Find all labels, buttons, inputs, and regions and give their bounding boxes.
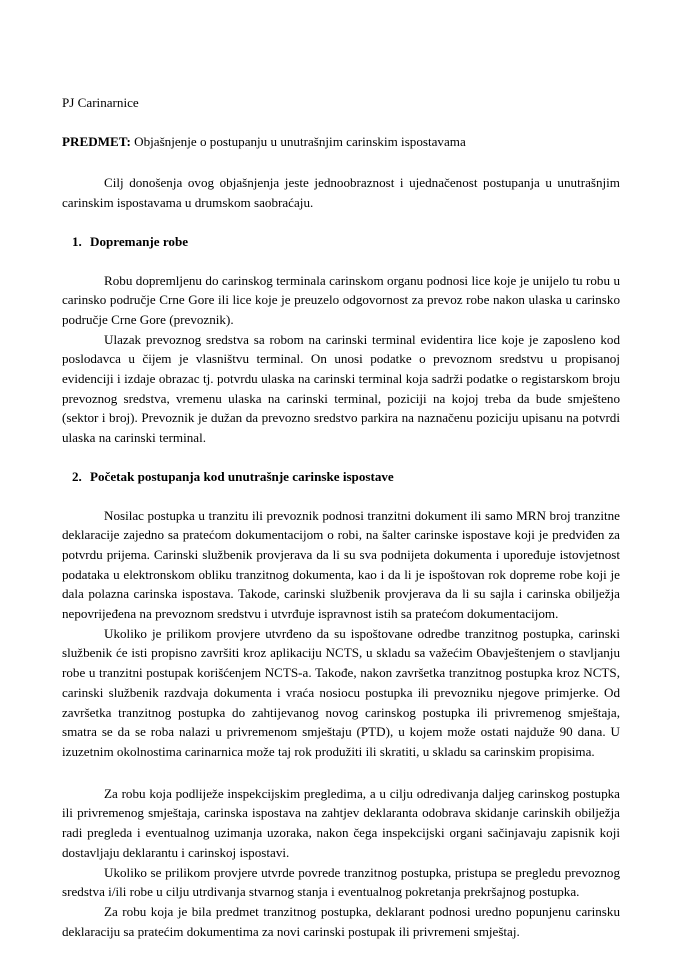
section-2-paragraph-5: Za robu koja je bila predmet tranzitnog postupka, deklarant podnosi uredno popunjenu carinsku deklaraciju sa pratećim dokumentima za novi carinski postupak ili privremeni smještaj. [62,903,620,939]
spacer-after-heading-2 [62,487,620,506]
section-1-paragraph-1: Robu dopremljenu do carinskog terminala carinskom organu podnosi lice koje je unijelo tu robu u carinsko područje Crne Gore ili lice koje je preuzelo odgovornost za prevoz robe nakon ulaska u carinsko područje Crne Gore (prevoznik). [62,272,620,327]
section-title-1: Dopremanje robe [90,233,189,249]
intro-paragraph: Cilj donošenja ovog objašnjenja jeste jednoobraznost i ujednačenost postupanja u unutrašnjim carinskim ispostavama u drumskom saobraćaju. [62,175,620,211]
subject-line [62,132,620,152]
section-2-paragraph-3: Za robu koja podliježe inspekcijskim pregledima, a u cilju odredivanja daljeg carinskog postupka ili privremenog smještaja, carinska ispostava na zahtjev deklaranta odobrava skidanje carinskih obilježja radi pregleda i eventualnog uzimanja uzoraka, nakon čega inspekcijski organi sačinjavaju zapisnik koji dostavljaju deklarantu i carinskoj ispostavi. [62,785,620,860]
document-body [62,0,620,941]
subject-label: PREDMET: [62,133,131,149]
section-heading-2 [62,467,620,487]
section-1-paragraph-2: Ulazak prevoznog sredstva sa robom na carinski terminal evidentira lice koje je zaposleno kod poslodavca u čijem je vlasništvu terminal. On unosi podatke o prevoznom sredstvu u propisanoj evidenciji i izdaje obrazac tj. potvrdu ulaska na carinski terminal koja sadrži podatke o registarskom broju prevoznog sredstva, vremenu ulaska na carinski terminal, poziciji na kojoj treba da bude smješteno (sektor i broj). Prevoznik je dužan da prevozno sredstvo parkira na naznačenu poziciju upisanu na potvrdi ulaska na carinski terminal. [62,331,620,446]
section-2-paragraph-1: Nosilac postupka u tranzitu ili prevoznik podnosi tranzitni dokument ili samo MRN broj tranzitne deklaracije zajedno sa pratećom dokumentacijom o robi, na šalter carinske ispostave koji je predviđen za potvrdu prijema. Carinski službenik provjerava da li su sva podnijeta dokumenta i upoređuje istovjetnost podataka u elektronskom obliku tranzitnog dokumenta, kao i da li je ispoštovan rok dopreme robe koji je dala polazna carinska ispostava. Takode, carinski službenik provjerava da li su sajla i carinska obilježja nepovrijeđena na prevoznom sredstvu i utvrđuje ispravnost istih sa pratećom dokumentacijom. [62,507,620,622]
spacer-after-heading-1 [62,252,620,271]
section-heading-1 [62,232,620,252]
subject-text: Objašnjenje o postupanju u unutrašnjim carinskim ispostavama [130,133,466,149]
spacer-after-subject [62,151,620,173]
section-2-paragraph-4: Ukoliko se prilikom provjere utvrde povrede tranzitnog postupka, pristupa se pregledu prevoznog sredstva i/ili robe u cilju utrdivanja stvarnog stanja i eventualnog pokretanja prekršajnog postupka. [62,864,620,900]
addressee-line: PJ Carinarnice [62,95,139,110]
spacer-before-section-1 [62,213,620,232]
section-number-2: 2. [72,468,82,484]
section-title-2: Početak postupanja kod unutrašnje carinske ispostave [90,468,394,484]
section-2-paragraph-2: Ukoliko je prilikom provjere utvrđeno da su ispoštovane odredbe tranzitnog postupka, carinski službenik će isti propisno završiti kroz aplikaciju NCTS, u skladu sa važećim Obavještenjem o stavljanju robe u tranzitni postupak korišćenjem NCTS-a. Takođe, nakon završetka tranzitnog postupka kroz NCTS, carinski službenik razdvaja dokumenta i vraća nosiocu postupka ili prevozniku njegove primjerke. Od završetka tranzitnog postupka do zahtijevanog novog carinskog postupka ili privremenog smještaja, smatra se da se roba nalazi u privremenom smještaju (PTD), u kojem može ostati najduže 90 dana. U izuzetnim okolnostima carinarnica može taj rok produžiti ili skratiti, u skladu sa carinskim propisima. [62,625,620,759]
spacer-mid-section-2 [62,762,620,784]
spacer-before-section-2 [62,448,620,467]
section-number-1: 1. [72,233,82,249]
